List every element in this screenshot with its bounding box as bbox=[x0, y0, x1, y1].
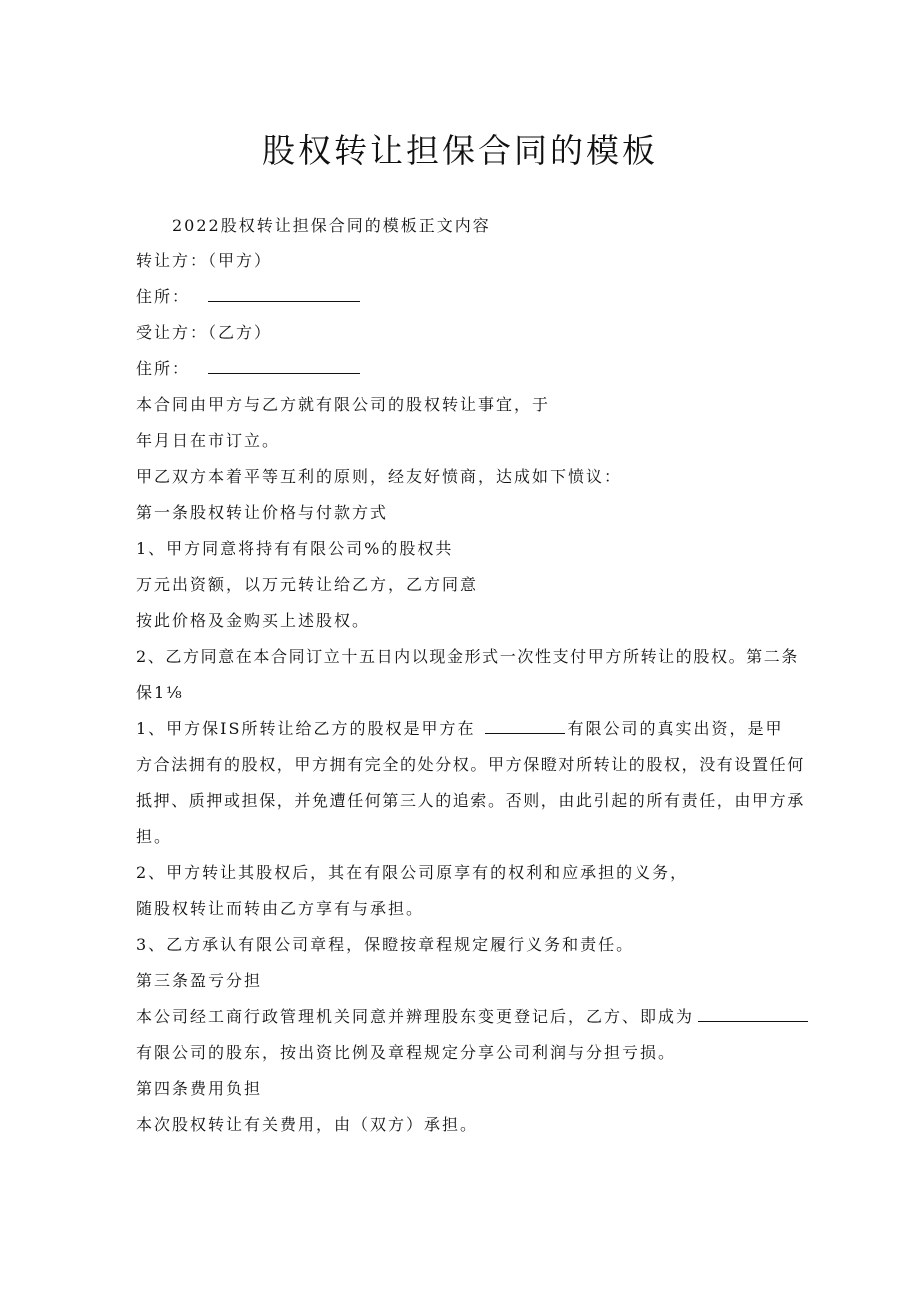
transferor-line: 转让方：（甲方） bbox=[136, 251, 273, 270]
body-line: 本合同由甲方与乙方就有限公司的股权转让事宜，于 bbox=[136, 395, 551, 414]
address-line-2 bbox=[136, 356, 360, 379]
transferee-line: 受让方：（乙方） bbox=[136, 323, 273, 342]
subtitle-line: 2022股权转让担保合同的模板正文内容 bbox=[172, 216, 491, 235]
body-line: 方合法拥有的股权，甲方拥有完全的处分权。甲方保瞪对所转让的股权，没有设置任何 bbox=[136, 755, 805, 774]
body-line: 随股权转让而转由乙方享有与承担。 bbox=[136, 899, 425, 918]
body-line: 1、甲方同意将持有有限公司%的股权共 bbox=[136, 539, 454, 558]
body-line: 抵押、质押或担保，并免遭任何第三人的追索。否则，由此引起的所有责任，由甲方承 bbox=[136, 791, 805, 810]
company-blank bbox=[485, 732, 565, 734]
article-2-heading: 保1⅛ bbox=[136, 683, 184, 702]
address-blank-2 bbox=[208, 372, 360, 374]
article-4-heading: 第四条费用负担 bbox=[136, 1079, 263, 1098]
shareholder-text: 本公司经工商行政管理机关同意并辨理股东变更登记后，乙方、即成为 bbox=[136, 1007, 695, 1026]
body-line: 3、乙方承认有限公司章程，保瞪按章程规定履行义务和责任。 bbox=[136, 935, 635, 954]
article-3-heading: 第三条盈亏分担 bbox=[136, 971, 263, 990]
body-line: 有限公司的股东，按出资比例及章程规定分享公司利润与分担亏损。 bbox=[136, 1043, 677, 1062]
body-line: 本次股权转让有关费用，由（双方）承担。 bbox=[136, 1115, 479, 1134]
address-label-1: 住所： bbox=[136, 287, 191, 306]
body-line: 2、乙方同意在本合同订立十五日内以现金形式一次性支付甲方所转让的股权。第二条 bbox=[136, 647, 799, 666]
body-line: 担。 bbox=[136, 827, 173, 846]
document-title: 股权转让担保合同的模板 bbox=[262, 131, 658, 170]
guarantee-text-end: 有限公司的真实出资，是甲 bbox=[567, 719, 784, 738]
body-line: 甲乙双方本着平等互利的原则，经友好愤商，达成如下愤议： bbox=[136, 467, 623, 486]
address-blank-1 bbox=[208, 300, 360, 302]
address-label-2: 住所： bbox=[136, 359, 191, 378]
shareholder-blank bbox=[698, 1020, 808, 1022]
guarantee-text-start: 1、甲方保IS所转让给乙方的股权是甲方在 bbox=[136, 719, 476, 738]
article-1-heading: 第一条股权转让价格与付款方式 bbox=[136, 503, 389, 522]
shareholder-line bbox=[136, 1004, 808, 1027]
address-line-1 bbox=[136, 284, 360, 307]
guarantee-line bbox=[136, 716, 783, 739]
body-line: 按此价格及金购买上述股权。 bbox=[136, 611, 371, 630]
body-line: 年月日在市订立。 bbox=[136, 431, 281, 450]
body-line: 2、甲方转让其股权后，其在有限公司原享有的权利和应承担的义务， bbox=[136, 863, 689, 882]
body-line: 万元出资额，以万元转让给乙方，乙方同意 bbox=[136, 575, 479, 594]
